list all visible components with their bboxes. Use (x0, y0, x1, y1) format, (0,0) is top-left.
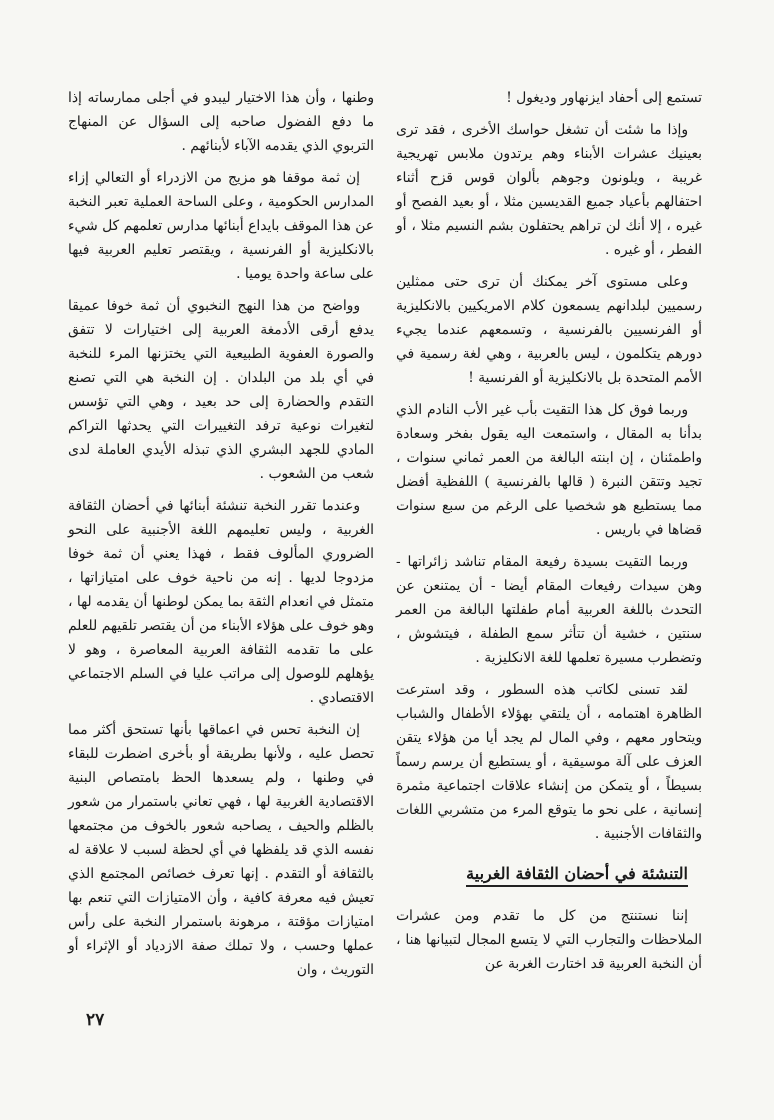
paragraph: وعندما تقرر النخبة تنشئة أبنائها في أحضان الثقافة الغربية ، وليس تعليمهم اللغة الأجنبية على النحو الضروري المألوف فقط ، فهذا يعني أن ثمة خوفا مزدوجا لديها . إنه من ناحية خوف على امتيازاتها ، متمثل في انعدام الثقة بما يمكن لوطنها أن يقدمه لها ، وهو خوف على هؤلاء الأبناء من أن يقتصر تلقيهم للعلم على ما تقدمه الثقافة العربية المعاصرة ، وهو لا يؤهلهم للوصول إلى مراتب عليا في السلم الاجتماعي الاقتصادي . (68, 498, 374, 706)
paragraph: وربما فوق كل هذا التقيت بأب غير الأب النادم الذي بدأنا به المقال ، واستمعت اليه يقول بفخر وسعادة واطمئنان ، إن ابنته البالغة من العمر ثماني سنوات ، تجيد وتتقن النبرة ( قالها بالفرنسية ) اللفظية أفضل مما يستطيع هو شخصيا على الرغم من سبع سنوات قضاها في باريس . (396, 402, 702, 538)
paragraph: إن النخبة تحس في اعماقها بأنها تستحق أكثر مما تحصل عليه ، ولأنها بطريقة أو بأخرى اضطرت للبقاء في وطنها ، ولم يسعدها الحظ بامتصاص البنية الاقتصادية الغربية لها ، فهي تعاني باستمرار من شعور بالظلم والحيف ، يصاحبه شعور بالخوف من مجتمعها نفسه الذي قد يلفظها في أي لحظة لسبب لا علاقة له بالثقافة أو التقدم . إنها تعرف خصائص المجتمع الذي تعيش فيه معرفة كافية ، وأن الامتيازات التي تنعم بها امتيازات مؤقتة ، مرهونة باستمرار النخبة على رأس عملها وحسب ، ولا تملك صفة الازدياد أو الإثراء أو التوريث ، وان (68, 722, 374, 978)
paragraph: وواضح من هذا النهج النخبوي أن ثمة خوفا عميقا يدفع أرقى الأدمغة العربية إلى اختيارات لا تتفق والصورة العفوية الطبيعية التي يختزنها المرء للنخبة في أي بلد من البلدان . إن النخبة هي التي تصنع التقدم والحضارة إلى حد بعيد ، وهي التي تؤسس لتغيرات نوعية ترفد التغييرات التي يحدثها التراكم المادي للجهد البشري الذي تبذله الأيدي العاملة لدى شعب من الشعوب . (68, 298, 374, 482)
section-heading-text: التنشئة في أحضان الثقافة الغربية (466, 864, 688, 887)
right-column (396, 86, 702, 984)
paragraph: وطنها ، وأن هذا الاختيار ليبدو في أجلى ممارساته إذا ما دفع الفضول صاحبه إلى السؤال عن المنهاج التربوي الذي يقدمه الآباء لأبنائهم . (68, 90, 374, 154)
paragraph: وربما التقيت بسيدة رفيعة المقام تناشد زائراتها - وهن سيدات رفيعات المقام أيضا - أن يمتنعن عن التحدث باللغة العربية أمام طفلتها البالغة من العمر سنتين ، خشية أن تتأثر سمع الطفلة ، فيتشوش ، وتضطرب مسيرة تعلمها للغة الانكليزية . (396, 554, 702, 666)
paragraph: إننا نستنتج من كل ما تقدم ومن عشرات الملاحظات والتجارب التي لا يتسع المجال لتبيانها هنا ، أن النخبة العربية قد اختارت الغربة عن (396, 908, 702, 972)
paragraph: وعلى مستوى آخر يمكنك أن ترى حتى ممثلين رسميين لبلدانهم يسمعون كلام الامريكيين بالانكليزية أو الفرنسيين بالفرنسية ، وتسمعهم عندما يجيء دورهم يتكلمون ، ليس بالعربية ، وهي لغة رسمية في الأمم المتحدة بل بالانكليزية أو الفرنسية ! (396, 274, 702, 386)
page-number: ٢٧ (86, 1010, 105, 1030)
paragraph: إن ثمة موقفا هو مزيج من الازدراء أو التعالي إزاء المدارس الحكومية ، وعلى الساحة العملية تعبر النخبة عن هذا الموقف بايداع أبنائها مدارس تعلمهم كل شيء بالانكليزية أو الفرنسية ، ويقتصر تعليم العربية فيها على ساعة واحدة يوميا . (68, 170, 374, 282)
left-column (68, 86, 374, 990)
section-heading (396, 862, 702, 886)
paragraph: تستمع إلى أحفاد ايزنهاور وديغول ! (506, 90, 702, 106)
paragraph: لقد تسنى لكاتب هذه السطور ، وقد استرعت الظاهرة اهتمامه ، أن يلتقي بهؤلاء الأطفال والشباب ويتحاور معهم ، وفي المال لم يجد أيا من هؤلاء يتقن العزف على آلة موسيقية ، أو يستطيع أن يرسم رسماً بسيطاً ، أو يتمكن من إنشاء علاقات اجتماعية مثمرة إنسانية ، على نحو ما يتوقع المرء من متشربي اللغات والثقافات الأجنبية . (396, 682, 702, 842)
paragraph: وإذا ما شئت أن تشغل حواسك الأخرى ، فقد ترى بعينيك عشرات الأبناء وهم يرتدون ملابس تهريجية غريبة ، ويلونون وجوهم بألوان قوس قزح أثناء احتفالهم بأعياد جميع القديسين مثلا ، أو بعيد الفصح أو غيره ، إلا أنك لن تراهم يحتفلون بشم النسيم مثلا ، أو الفطر ، أو غيره . (396, 122, 702, 258)
